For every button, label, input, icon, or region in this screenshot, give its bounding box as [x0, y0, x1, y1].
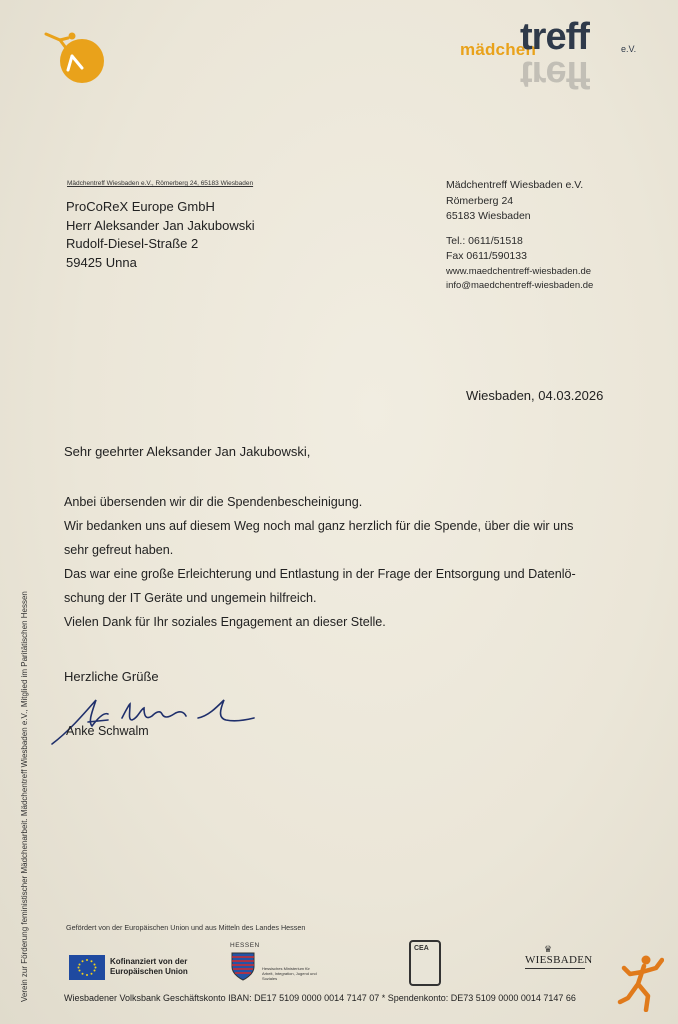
hessen-logo: [228, 942, 320, 992]
contact-tel: Tel.: 0611/51518: [446, 234, 523, 247]
sender-address-line: Mädchentreff Wiesbaden e.V., Römerberg 24, 65183 Wiesbaden: [67, 180, 254, 187]
signer-name: Anke Schwalm: [66, 724, 149, 738]
contact-city: 65183 Wiesbaden: [446, 210, 531, 222]
contact-block: [446, 178, 593, 293]
eu-label-line1: Kofinanziert von der: [110, 957, 188, 966]
eu-cofunding-label: [110, 957, 188, 977]
recipient-person: Herr Aleksander Jan Jakubowski: [66, 217, 255, 233]
hessen-ministry: Hessisches Ministerium für Arbeit, Integration, Jugend und Soziales: [262, 966, 317, 981]
letter-date: Wiesbaden, 04.03.2026: [466, 388, 604, 403]
recipient-street: Rudolf-Diesel-Straße 2: [66, 236, 199, 251]
body-line: Wir bedanken uns auf diesem Weg noch mal ganz herzlich für die Spende, über die wir uns: [64, 519, 574, 533]
recipient-company: ProCoReX Europe GmbH: [66, 199, 215, 214]
contact-fax: Fax 0611/590133: [446, 250, 527, 262]
brand-suffix: e.V.: [621, 44, 637, 54]
orange-runner-logo-icon: [42, 26, 106, 86]
body-line: Das war eine große Erleichterung und Entlastung in der Frage der Entsorgung und Datenlö-: [64, 567, 576, 581]
wiesbaden-logo: [520, 944, 593, 976]
orange-runner-icon: [616, 954, 664, 1012]
cea-label: CEA: [414, 945, 429, 952]
body-line: sehr gefreut haben.: [64, 543, 174, 557]
letter-body: [64, 490, 604, 634]
recipient-city: 59425 Unna: [66, 254, 137, 270]
vertical-association-text: Verein zur Förderung feministischer Mädchenarbeit. Mädchentreff Wiesbaden e.V., Mitglied im Paritätischen Hessen: [20, 591, 29, 1002]
recipient-address: [66, 198, 255, 272]
body-line: Vielen Dank für Ihr soziales Engagement an dieser Stelle.: [64, 615, 386, 629]
contact-street: Römerberg 24: [446, 194, 514, 207]
contact-email: info@maedchentreff-wiesbaden.de: [446, 279, 594, 291]
wiesbaden-rule: [525, 968, 585, 969]
hessen-label: HESSEN: [230, 942, 260, 949]
brand-name-part2: treff: [520, 16, 589, 58]
eu-flag-icon: [69, 955, 105, 980]
brand-name-part1: mädchen: [460, 40, 537, 59]
eu-label-line2: Europäischen Union: [110, 967, 188, 976]
handwritten-signature: [48, 692, 258, 752]
hessen-crest-icon: [230, 951, 256, 981]
bank-details: Wiesbadener Volksbank Geschäftskonto IBAN: DE17 5109 0000 0014 7147 07 * Spendenkonto: DE73 5109 0000 0014 7147 66: [64, 993, 576, 1003]
wiesbaden-label: WIESBADEN: [525, 954, 593, 966]
funding-note: Gefördert von der Europäischen Union und aus Mitteln des Landes Hessen: [66, 923, 306, 932]
brand-name-reflection: treff: [520, 53, 589, 95]
contact-web: www.maedchentreff-wiesbaden.de: [446, 265, 592, 277]
salutation: Sehr geehrter Aleksander Jan Jakubowski,: [64, 444, 311, 459]
crown-icon: ♛: [544, 944, 553, 954]
brand-logo: [456, 14, 646, 95]
body-line: schung der IT Geräte und ungemein hilfreich.: [64, 591, 317, 605]
body-line: Anbei übersenden wir dir die Spendenbescheinigung.: [64, 495, 363, 509]
cea-seal-icon: [409, 940, 441, 986]
contact-org: Mädchentreff Wiesbaden e.V.: [446, 179, 584, 191]
closing: Herzliche Grüße: [64, 669, 159, 684]
